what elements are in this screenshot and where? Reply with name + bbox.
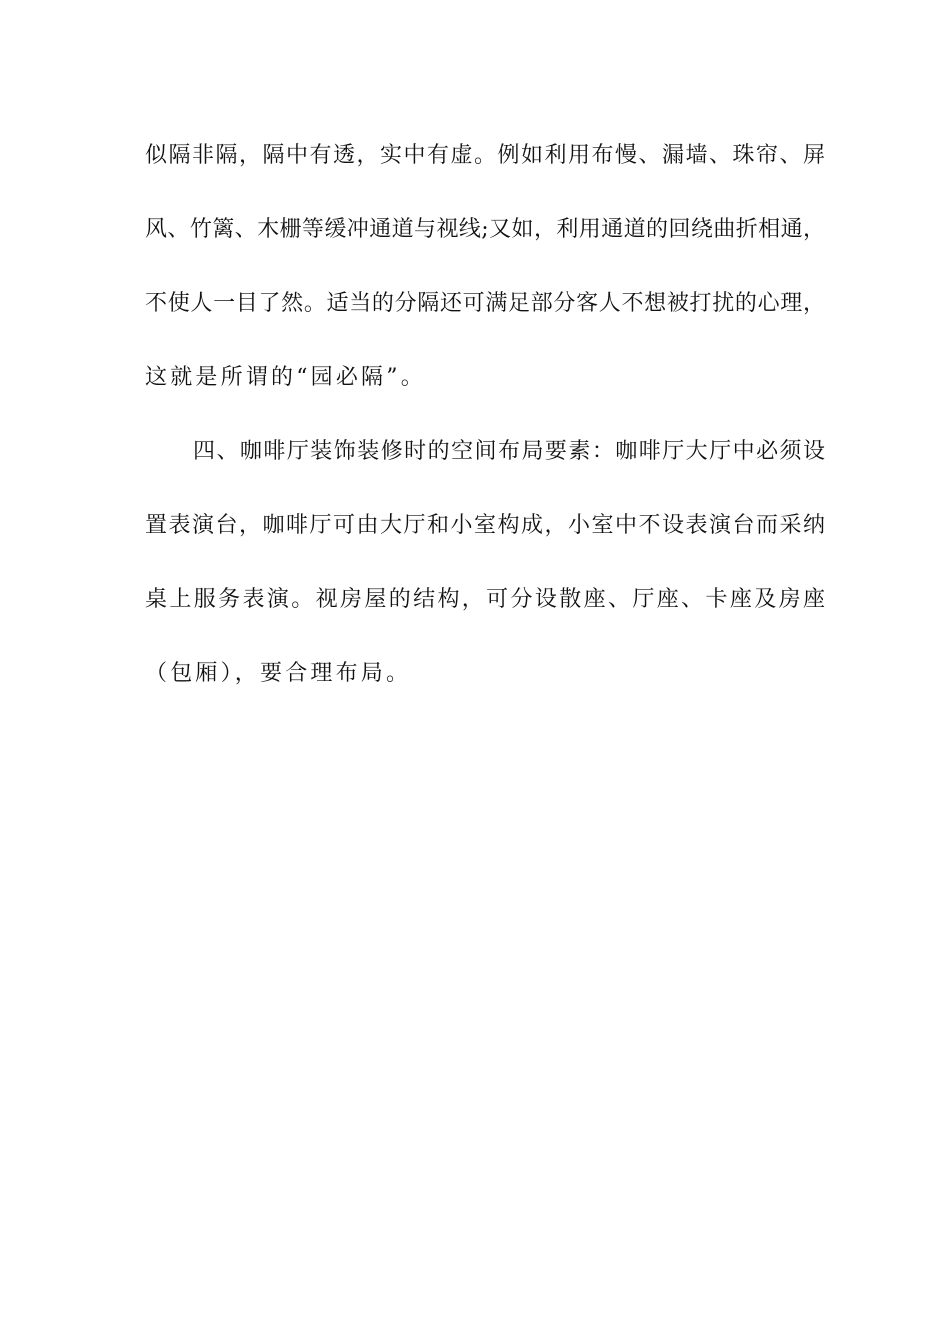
paragraph-line-4: 这就是所谓的“园必隔”。: [145, 365, 426, 390]
paragraph-2-line-1: 四、咖啡厅装饰装修时的空间布局要素：咖啡厅大厅中必须设: [193, 439, 825, 464]
paragraph-line-2: 风、竹篱、木栅等缓冲通道与视线;又如，利用通道的回绕曲折相通，: [145, 217, 825, 242]
paragraph-2-line-2: 置表演台，咖啡厅可由大厅和小室构成，小室中不设表演台而采纳: [145, 513, 825, 538]
paragraph-line-3: 不使人一目了然。适当的分隔还可满足部分客人不想被打扰的心理，: [145, 291, 825, 316]
paragraph-2-line-3: 桌上服务表演。视房屋的结构，可分设散座、厅座、卡座及房座: [145, 587, 825, 612]
paragraph-line-1: 似隔非隔，隔中有透，实中有虚。例如利用布慢、漏墙、珠帘、屏: [145, 143, 825, 168]
paragraph-2-line-4: （包厢），要合理布局。: [145, 661, 412, 686]
